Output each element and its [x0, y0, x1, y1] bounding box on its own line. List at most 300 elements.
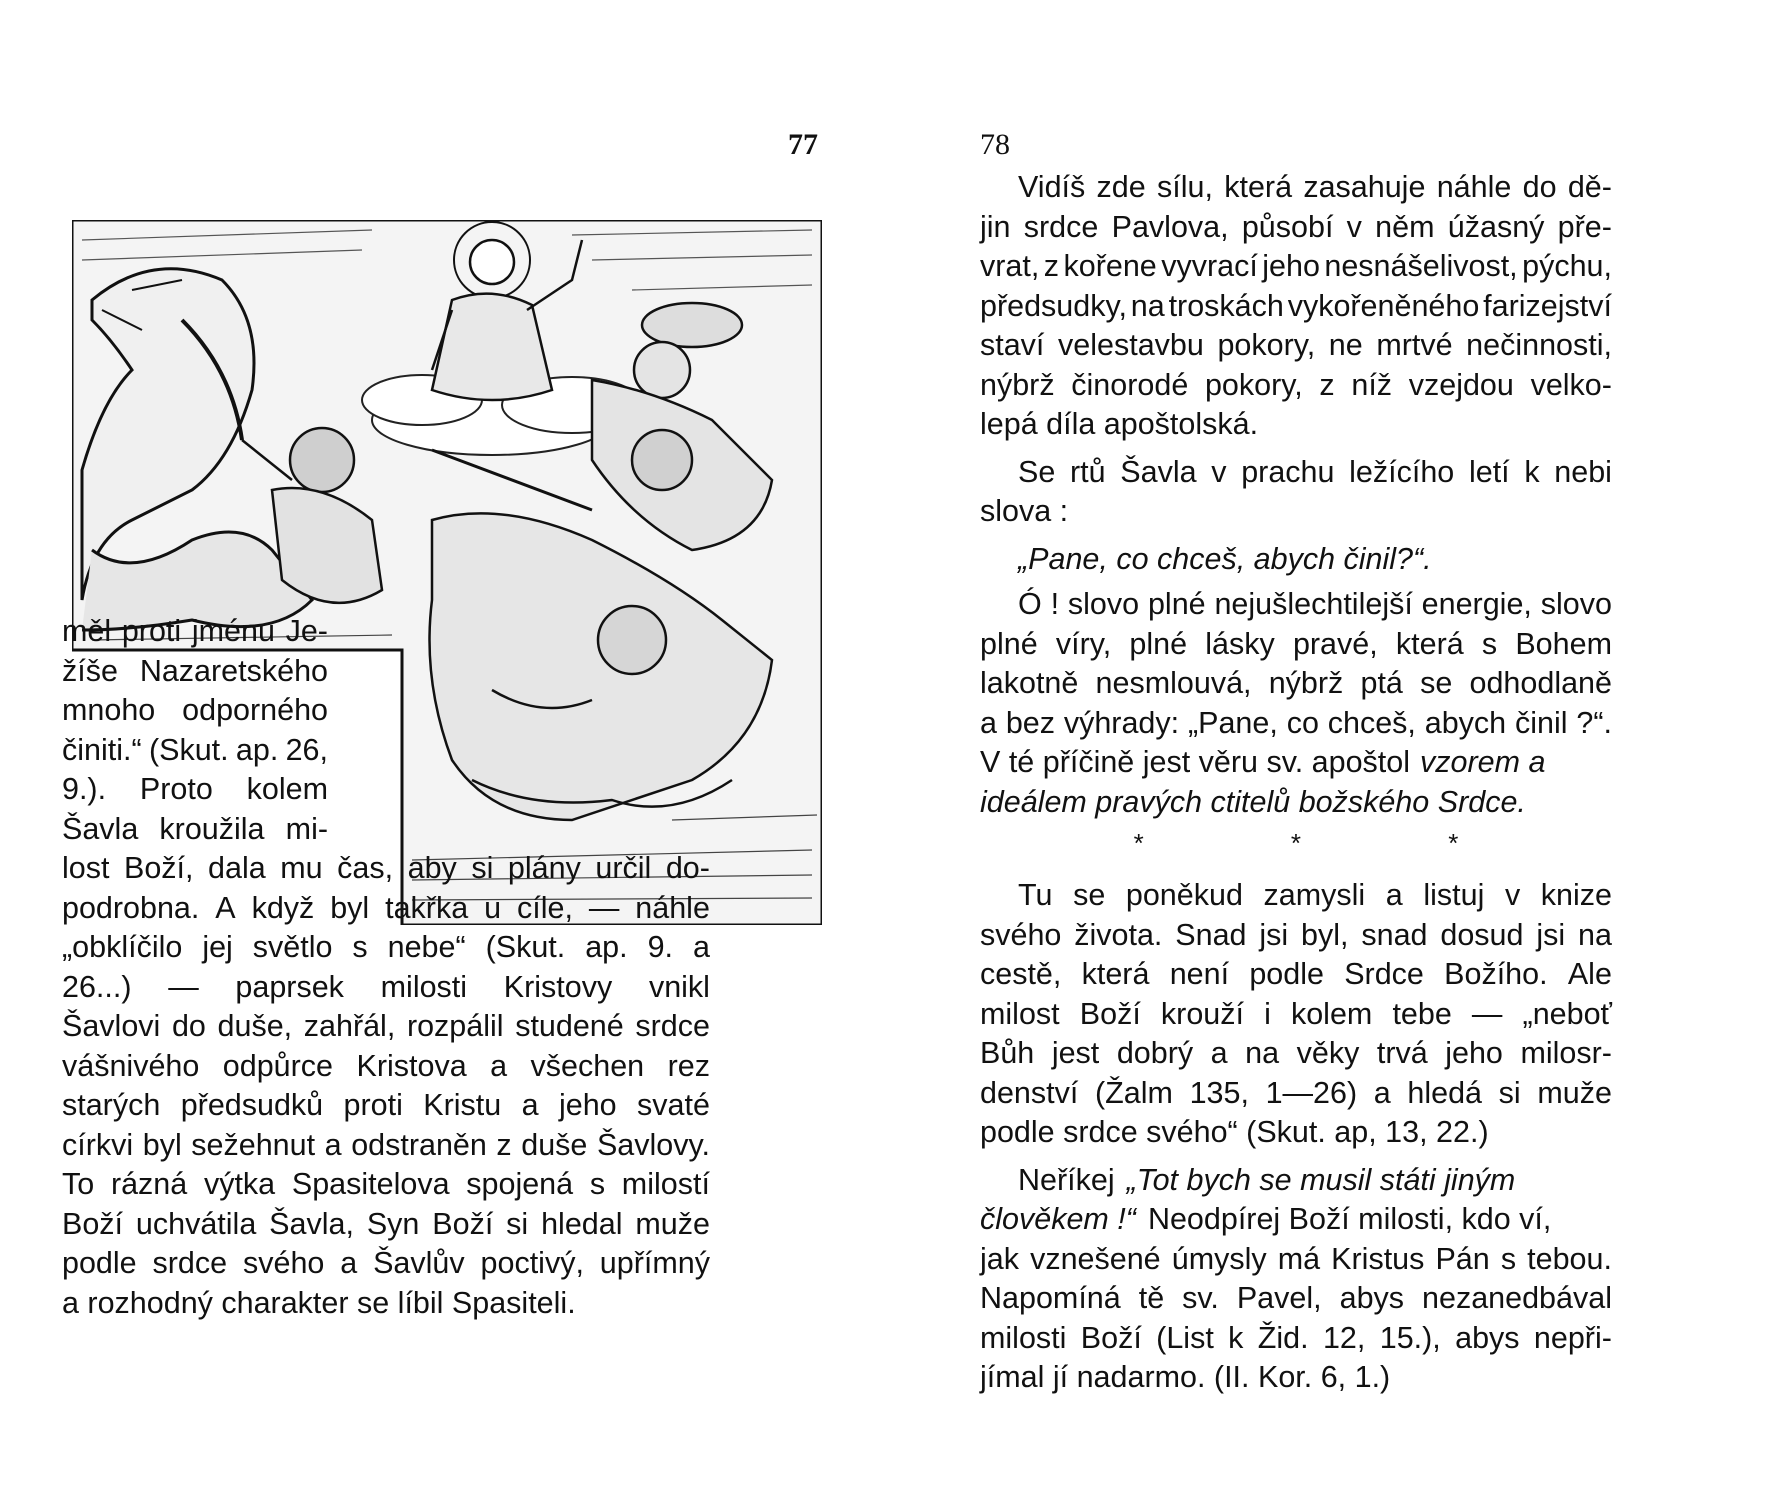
text-line — [980, 916, 1612, 956]
word: má — [1277, 1241, 1321, 1276]
text-line — [980, 743, 1612, 783]
word: mu — [280, 851, 323, 885]
word: na — [1578, 917, 1612, 952]
word: Kristova — [356, 1048, 467, 1083]
word: s — [1481, 626, 1498, 661]
word: jest — [1051, 1036, 1100, 1070]
word: — — [168, 969, 199, 1004]
section-divider-stars: * * * — [1133, 828, 1529, 858]
word: rez — [667, 1048, 710, 1083]
word: 9. — [647, 930, 674, 964]
word: poctivý, — [480, 1246, 584, 1280]
word: Ó — [1018, 587, 1042, 621]
word: Žid. — [1257, 1320, 1309, 1355]
text-line: lepá díla apoštolská. — [980, 407, 1259, 441]
emphasis-span: člověkem !“ — [980, 1202, 1136, 1236]
text-line — [62, 968, 710, 1008]
word: když — [251, 890, 315, 925]
body-text — [62, 849, 710, 1323]
word: v — [1211, 454, 1227, 489]
text-line — [980, 1240, 1612, 1280]
text-line: jímal jí nadarmo. (II. Kor. 6, 1.) — [980, 1360, 1391, 1394]
page-number: 77 — [788, 128, 818, 161]
word: plány — [507, 851, 581, 885]
word: Božího. — [1444, 957, 1548, 991]
word: Syn — [366, 1206, 420, 1241]
word: která — [1395, 626, 1464, 661]
text-line — [62, 1007, 710, 1047]
word: slovo — [1540, 587, 1612, 621]
word: ap. — [235, 732, 279, 767]
word: u — [484, 890, 502, 925]
word: rtů — [1070, 454, 1106, 489]
word: 9.). — [62, 772, 107, 806]
word: čas, — [337, 851, 394, 885]
word: měl — [62, 614, 112, 648]
word: (List — [1156, 1320, 1214, 1355]
text-line — [62, 1086, 710, 1126]
word: hledá — [1407, 1075, 1483, 1110]
text-line — [980, 326, 1612, 366]
word: určil — [595, 851, 652, 885]
word: Je- — [285, 614, 328, 648]
word: úmysly — [1171, 1241, 1267, 1276]
word: prachu — [1241, 454, 1335, 489]
word: milostí — [621, 1167, 710, 1201]
word: kořene — [1063, 249, 1157, 283]
word: byl — [330, 890, 370, 925]
word: letí — [1468, 454, 1510, 489]
word: ?“. — [1576, 705, 1612, 740]
word: z — [1043, 249, 1060, 283]
word: Bůh — [980, 1036, 1035, 1070]
word: byl, — [1301, 917, 1349, 952]
word: Bohem — [1515, 626, 1612, 661]
word: milosti — [380, 969, 468, 1004]
word: proti — [121, 614, 182, 648]
word: Kristovy — [503, 969, 613, 1004]
word: sílu, — [1157, 170, 1213, 204]
word: s — [589, 1167, 606, 1201]
word: pravé, — [1292, 626, 1378, 661]
word: jak — [980, 1241, 1019, 1276]
text-line — [980, 247, 1612, 287]
word: není — [1169, 957, 1230, 991]
word: (Skut. — [148, 732, 229, 767]
word: nýbrž — [1268, 666, 1344, 700]
word: Vidíš — [1018, 170, 1086, 204]
word: do — [1522, 170, 1557, 204]
text-line — [980, 453, 1612, 493]
text-line — [980, 366, 1612, 406]
word: výhrady: — [1063, 705, 1180, 740]
word: srdce — [152, 1246, 228, 1280]
word: cíle, — [517, 890, 573, 925]
word: odpůrce — [222, 1048, 334, 1083]
word: jsi — [1536, 917, 1566, 952]
word: 12, — [1322, 1320, 1366, 1355]
word: lakotně — [980, 666, 1079, 700]
word: Pavel, — [1236, 1281, 1322, 1315]
word: rozpálil — [406, 1009, 504, 1043]
word: velko- — [1530, 367, 1612, 402]
word: výtka — [203, 1167, 276, 1201]
word: z — [496, 1127, 512, 1162]
word: odhodlaně — [1469, 666, 1612, 700]
word: Nazaretského — [139, 653, 328, 688]
word: světlo — [252, 930, 333, 964]
word: církvi — [62, 1127, 134, 1162]
word: srdce — [1023, 209, 1099, 244]
word: a — [521, 1088, 539, 1122]
word: a — [1385, 878, 1403, 912]
word: Boží — [1080, 1320, 1142, 1355]
word: jeho — [1445, 1036, 1503, 1070]
word: činil — [1514, 705, 1568, 740]
word: pokory, — [1204, 367, 1303, 402]
word: věky — [1296, 1036, 1360, 1070]
word: svého — [980, 917, 1062, 952]
word: starých — [62, 1088, 161, 1122]
word: působí — [1241, 209, 1334, 244]
word: odporného — [182, 693, 328, 727]
word: v — [1346, 209, 1362, 244]
word: vnikl — [648, 969, 710, 1004]
word: si — [506, 1206, 529, 1241]
word: A — [215, 890, 236, 925]
word: a — [340, 1246, 358, 1280]
word: Šavla — [62, 811, 139, 846]
word: takřka — [385, 890, 469, 925]
word: 15.), — [1379, 1320, 1441, 1355]
word: duše — [521, 1127, 588, 1162]
text-line — [980, 1200, 1612, 1240]
word: rázná — [110, 1167, 188, 1201]
word: chceš, — [1327, 705, 1416, 740]
word: Boží — [432, 1206, 494, 1241]
word: všechen — [530, 1048, 645, 1083]
word: Šavlovi — [62, 1009, 161, 1043]
word: jménu — [191, 614, 275, 648]
word: s — [1500, 1241, 1517, 1276]
text-line — [62, 1205, 710, 1245]
word: a — [490, 1048, 508, 1083]
word: tě — [1138, 1281, 1165, 1315]
word: Kristus — [1331, 1241, 1425, 1276]
text-line — [980, 1074, 1612, 1114]
word: ležícího — [1349, 454, 1455, 489]
text-line — [62, 928, 710, 968]
emphasis-span: vzorem a — [1420, 745, 1546, 779]
text-line: slova : — [980, 494, 1069, 528]
word: podle — [62, 1246, 137, 1280]
text-line — [980, 955, 1612, 995]
word: milosr- — [1520, 1036, 1612, 1070]
text-line — [980, 1319, 1612, 1359]
word: abys — [1455, 1320, 1520, 1355]
text-line — [980, 664, 1612, 704]
word: nezanedbával — [1422, 1281, 1612, 1315]
word: nesnášelivost, — [1324, 249, 1518, 283]
text-line — [62, 612, 328, 652]
word: muže — [635, 1206, 710, 1241]
word: činorodé — [1071, 367, 1189, 402]
word: Šavla — [1120, 454, 1197, 489]
word: abych — [1424, 705, 1507, 740]
word: Boží — [62, 1206, 124, 1241]
body-text — [980, 168, 1612, 1398]
text-line — [62, 770, 328, 810]
word: na — [1130, 288, 1165, 323]
word: svého — [242, 1246, 325, 1280]
word: svaté — [637, 1088, 710, 1122]
text-span: V té příčině jest věru sv. apoštol — [980, 745, 1411, 779]
word: vyvrací — [1161, 249, 1258, 283]
word: To — [62, 1167, 95, 1201]
word: něm — [1375, 209, 1435, 244]
word: života. — [1074, 917, 1163, 952]
word: snad — [1361, 917, 1428, 952]
word: byl — [142, 1127, 182, 1162]
word: velestavbu — [1058, 328, 1204, 362]
word: plné — [1147, 587, 1206, 621]
word: „Pane, — [1187, 705, 1278, 740]
word: Srdce — [1344, 957, 1424, 991]
word: a — [324, 1127, 342, 1162]
word: náhle — [635, 890, 710, 925]
word: mnoho — [62, 693, 156, 727]
word: s — [352, 930, 368, 964]
text-line — [62, 652, 328, 692]
word: proti — [343, 1088, 403, 1122]
word: předsudků — [180, 1088, 324, 1122]
word: plné — [980, 626, 1038, 661]
word: zahřál, — [303, 1009, 396, 1043]
word: odstraněn — [351, 1127, 487, 1162]
word: sv. — [1182, 1281, 1219, 1315]
word: tebou. — [1527, 1241, 1612, 1276]
word: 135, — [1189, 1075, 1249, 1110]
word: poněkud — [1125, 878, 1243, 912]
word: lásky — [1205, 626, 1275, 661]
word: — — [588, 890, 620, 925]
text-line — [980, 995, 1612, 1035]
word: žíše — [62, 653, 118, 688]
word: a — [1373, 1075, 1391, 1110]
word: milosti — [980, 1320, 1067, 1355]
word: cestě, — [980, 957, 1062, 991]
word: aby — [407, 851, 457, 885]
word: předsudky, — [980, 288, 1127, 323]
word: hledal — [541, 1206, 623, 1241]
word: vykořeněného — [1287, 288, 1480, 323]
emphasis-span: „Tot bych se musil státi jiným — [1126, 1162, 1516, 1197]
word: nebe“ — [387, 930, 466, 964]
word: 26, — [285, 732, 328, 767]
word: víry, — [1055, 626, 1112, 661]
word: na — [1245, 1036, 1280, 1070]
word: v — [1504, 878, 1521, 912]
word: vrat, — [980, 249, 1040, 283]
word: níž — [1351, 367, 1393, 402]
text-line — [980, 208, 1612, 248]
word: pře- — [1557, 209, 1612, 244]
word: Napomíná — [980, 1281, 1121, 1315]
text-line — [980, 168, 1612, 208]
word: muže — [1537, 1075, 1612, 1110]
word: dosud — [1440, 917, 1524, 952]
word: paprsek — [235, 969, 344, 1004]
word: uchvátila — [135, 1206, 257, 1241]
word: se — [1073, 878, 1106, 912]
emphasis-line: ideálem pravých ctitelů božského Srdce. — [980, 784, 1526, 819]
word: nýbrž — [980, 367, 1055, 402]
word: zasahuje — [1303, 170, 1426, 204]
text-line — [980, 876, 1612, 916]
word: lost — [62, 851, 110, 885]
right-page — [896, 0, 1792, 1500]
word: „neboť — [1522, 996, 1612, 1031]
word: si — [1498, 1075, 1521, 1110]
word: upřímný — [599, 1246, 710, 1280]
word: dala — [208, 851, 266, 885]
word: farizejství — [1483, 288, 1612, 323]
word: sežehnut — [191, 1127, 316, 1162]
word: Boží, — [124, 851, 194, 885]
word: jin — [980, 209, 1011, 244]
word: knize — [1540, 878, 1612, 912]
word: činiti.“ — [62, 732, 142, 767]
word: ptá — [1360, 666, 1403, 700]
word: Kristu — [423, 1088, 502, 1122]
word: Šavla, — [269, 1206, 354, 1241]
left-page — [0, 0, 880, 1500]
word: Šavlovy. — [596, 1127, 710, 1162]
word: Boží — [1079, 996, 1141, 1031]
word: srdce — [635, 1009, 710, 1043]
word: — — [1471, 996, 1503, 1031]
word: kroužila — [159, 811, 265, 846]
word: podrobna. — [62, 890, 200, 925]
word: abys — [1339, 1281, 1405, 1315]
word: denství — [980, 1075, 1079, 1110]
wrap-text — [62, 612, 328, 849]
text-line — [980, 585, 1612, 625]
word: která — [1081, 957, 1150, 991]
word: staví — [980, 328, 1045, 362]
word: a — [980, 705, 997, 740]
word: energie, — [1421, 587, 1532, 621]
word: (Žalm — [1094, 1075, 1173, 1110]
word: nesmlouvá, — [1095, 666, 1252, 700]
word: krouží — [1160, 996, 1244, 1031]
page-number: 78 — [980, 128, 1010, 161]
word: studené — [515, 1009, 624, 1043]
text-line — [62, 731, 328, 771]
text-line — [62, 889, 710, 929]
word: Se — [1018, 454, 1056, 489]
text-line — [62, 1047, 710, 1087]
word: ! — [1050, 587, 1060, 621]
word: slovo — [1067, 587, 1140, 621]
text-line — [980, 1161, 1612, 1201]
word: nepři- — [1533, 1320, 1612, 1355]
text-line — [62, 849, 710, 889]
text-span: Neodpírej Boží milosti, kdo ví, — [1147, 1202, 1552, 1236]
word: milost — [980, 996, 1060, 1031]
text-line — [62, 810, 328, 850]
word: jsi — [1259, 917, 1289, 952]
text-line: podle srdce svého“ (Skut. ap, 13, 22.) — [980, 1115, 1489, 1149]
word: Ale — [1567, 957, 1612, 991]
word: troskách — [1168, 288, 1284, 323]
word: Proto — [139, 772, 213, 806]
text-line — [62, 1126, 710, 1166]
word: podle — [1249, 957, 1324, 991]
text-line — [62, 1244, 710, 1284]
word: zamysli — [1263, 878, 1366, 912]
word: ap. — [585, 930, 628, 964]
text-line: a rozhodný charakter se líbil Spasiteli. — [62, 1285, 576, 1320]
word: Pán — [1435, 1241, 1490, 1276]
word: do — [171, 1009, 206, 1043]
word: mrtvé — [1376, 328, 1453, 362]
word: bez — [1005, 705, 1055, 740]
word: k — [1228, 1320, 1244, 1355]
word: náhle — [1436, 170, 1512, 204]
word: pýchu, — [1522, 249, 1612, 283]
word: (Skut. — [485, 930, 566, 964]
text-line — [980, 625, 1612, 665]
word: zde — [1096, 170, 1146, 204]
word: duše, — [217, 1009, 293, 1043]
text-span: Neříkej — [1018, 1162, 1115, 1197]
word: Snad — [1175, 917, 1247, 952]
word: vášnivého — [62, 1048, 200, 1083]
text-line — [980, 1034, 1612, 1074]
word: jej — [202, 930, 233, 964]
word: jeho — [558, 1088, 617, 1122]
word: pokory, — [1217, 328, 1316, 362]
word: „obklíčilo — [62, 930, 183, 964]
word: nejušlechtilejší — [1214, 587, 1413, 621]
word: i — [1264, 996, 1271, 1031]
word: a — [692, 930, 710, 964]
word: která — [1224, 170, 1293, 204]
word: vzejdou — [1408, 367, 1514, 402]
word: dobrý — [1116, 1036, 1194, 1070]
word: co — [1286, 705, 1319, 740]
word: trvá — [1376, 1036, 1428, 1070]
quote-line: „Pane, co chceš, abych činil?“. — [1018, 541, 1432, 576]
word: z — [1319, 367, 1335, 402]
word: si — [471, 851, 494, 885]
word: Šavlův — [373, 1246, 465, 1280]
word: a — [1210, 1036, 1228, 1070]
word: 26...) — [62, 969, 132, 1004]
word: nebi — [1554, 454, 1612, 489]
text-line — [980, 287, 1612, 327]
word: dě- — [1567, 170, 1612, 204]
word: do- — [665, 851, 710, 885]
word: kolem — [246, 772, 328, 806]
text-line — [980, 1279, 1612, 1319]
word: mi- — [285, 811, 328, 846]
word: Spasitelova — [291, 1167, 450, 1201]
word: kolem — [1290, 996, 1373, 1031]
word: vznešené — [1030, 1241, 1161, 1276]
word: ne — [1328, 328, 1363, 362]
